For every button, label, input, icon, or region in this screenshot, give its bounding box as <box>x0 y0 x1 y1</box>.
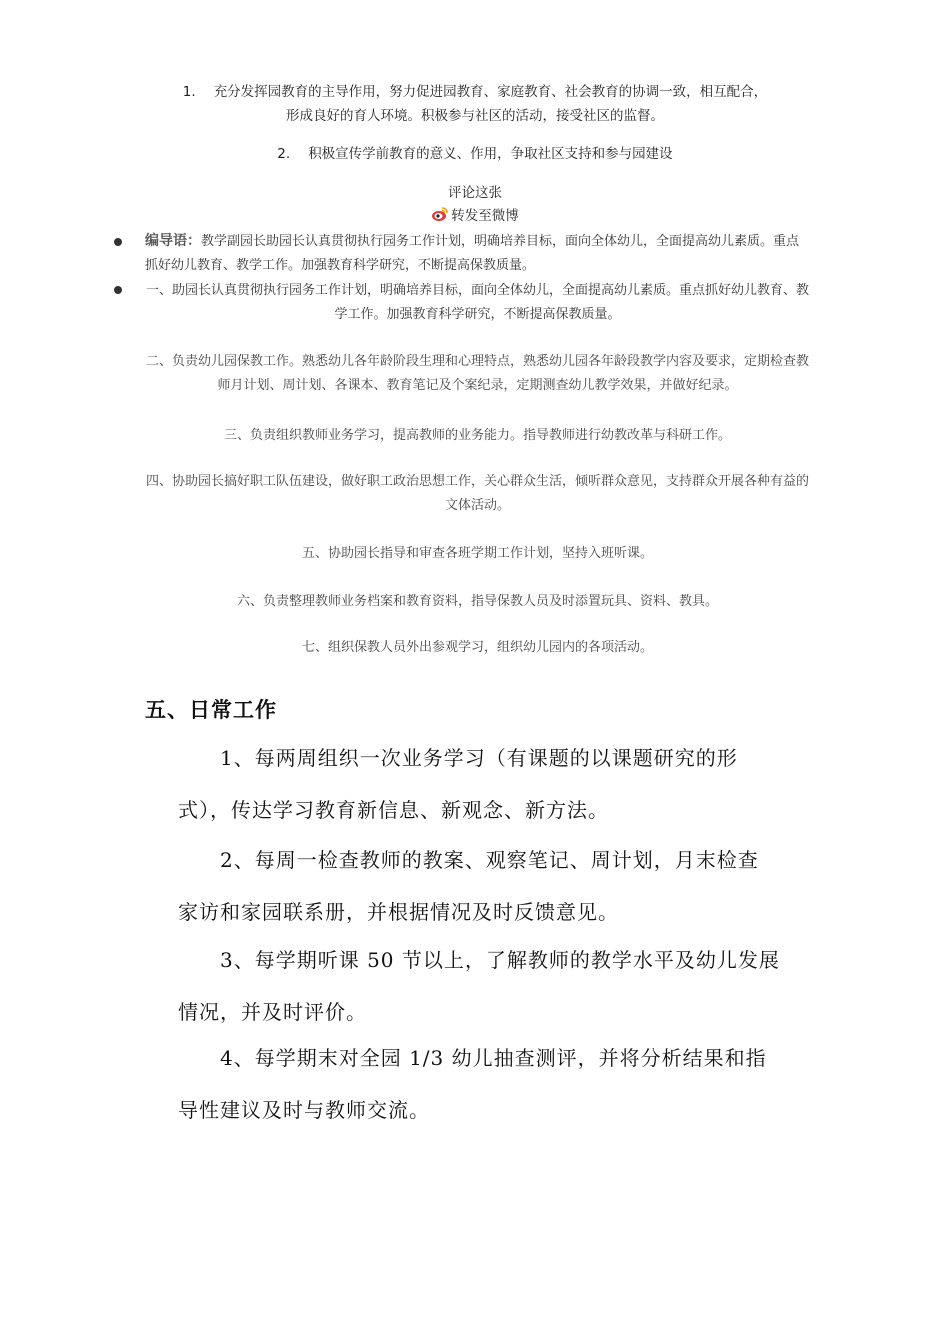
weibo-icon <box>431 205 449 223</box>
item-number: 2. <box>277 146 291 162</box>
section-title: 五、日常工作 <box>145 698 277 722</box>
duty-paragraph: 四、协助园长搞好职工队伍建设，做好职工政治思想工作，关心群众生活，倾听群众意见，支持群众开展各种有益的文体活动。 <box>145 474 809 513</box>
daily-work-item <box>178 934 818 1038</box>
item-text-cont: 形成良好的育人环境。积极参与社区的活动，接受社区的监督。 <box>286 108 664 124</box>
daily-work-item <box>178 834 818 938</box>
guide-paragraph <box>145 229 810 278</box>
daily-work-line: 式），传达学习教育新信息、新观念、新方法。 <box>178 798 609 822</box>
daily-work-line: 4、每学期末对全园 1/3 幼儿抽查测评，并将分析结果和指 <box>220 1046 767 1070</box>
daily-work-line: 3、每学期听课 50 节以上，了解教师的教学水平及幼儿发展 <box>220 948 780 972</box>
daily-work-line: 导性建议及时与教师交流。 <box>178 1098 430 1122</box>
daily-work-line: 家访和家园联系册，并根据情况及时反馈意见。 <box>178 900 619 924</box>
daily-work-item <box>178 1032 818 1136</box>
daily-work-line: 2、每周一检查教师的教案、观察笔记、周计划，月末检查 <box>220 848 759 872</box>
item-text: 积极宣传学前教育的意义、作用，争取社区支持和参与园建设 <box>308 146 673 162</box>
item-text: 充分发挥园教育的主导作用，努力促进园教育、家庭教育、社会教育的协调一致，相互配合， <box>213 84 768 100</box>
duty-paragraph: 七、组织保教人员外出参观学习，组织幼儿园内的各项活动。 <box>301 640 653 655</box>
bullet-dot <box>114 286 122 294</box>
numbered-item <box>150 80 800 128</box>
numbered-item <box>150 142 800 166</box>
daily-work-line: 1、每两周组织一次业务学习（有课题的以课题研究的形 <box>220 746 738 770</box>
share-weibo-link[interactable] <box>0 205 950 227</box>
share-weibo-label: 转发至微博 <box>451 208 519 224</box>
duty-paragraph: 六、负责整理教师业务档案和教育资料，指导保教人员及时添置玩具、资料、教具。 <box>236 594 718 609</box>
duty-paragraph: 一、助园长认真贯彻执行园务工作计划，明确培养目标，面向全体幼儿，全面提高幼儿素质。重点抓好幼儿教育、教学工作。加强教育科学研究，不断提高保教质量。 <box>145 283 809 322</box>
duty-paragraph: 五、协助园长指导和审查各班学期工作计划，坚持入班听课。 <box>301 546 653 561</box>
daily-work-line: 情况，并及时评价。 <box>178 1000 367 1024</box>
guide-text: 教学副园长助园长认真贯彻执行园务工作计划，明确培养目标，面向全体幼儿，全面提高幼儿素质。重点抓好幼儿教育、教学工作。加强教育科学研究，不断提高保教质量。 <box>145 234 800 273</box>
guide-label: 编导语： <box>145 233 201 249</box>
item-number: 1. <box>182 84 196 100</box>
daily-work-item <box>178 732 818 836</box>
comment-link[interactable]: 评论这张 <box>448 185 502 201</box>
duty-paragraph: 三、负责组织教师业务学习，提高教师的业务能力。指导教师进行幼教改革与科研工作。 <box>223 428 731 443</box>
bullet-dot <box>114 238 122 246</box>
duty-paragraph: 二、负责幼儿园保教工作。熟悉幼儿各年龄阶段生理和心理特点，熟悉幼儿园各年龄段教学内容及要求，定期检查教师月计划、周计划、各课本、教育笔记及个案纪录，定期测查幼儿教学效果，并做好纪录。 <box>145 354 809 393</box>
